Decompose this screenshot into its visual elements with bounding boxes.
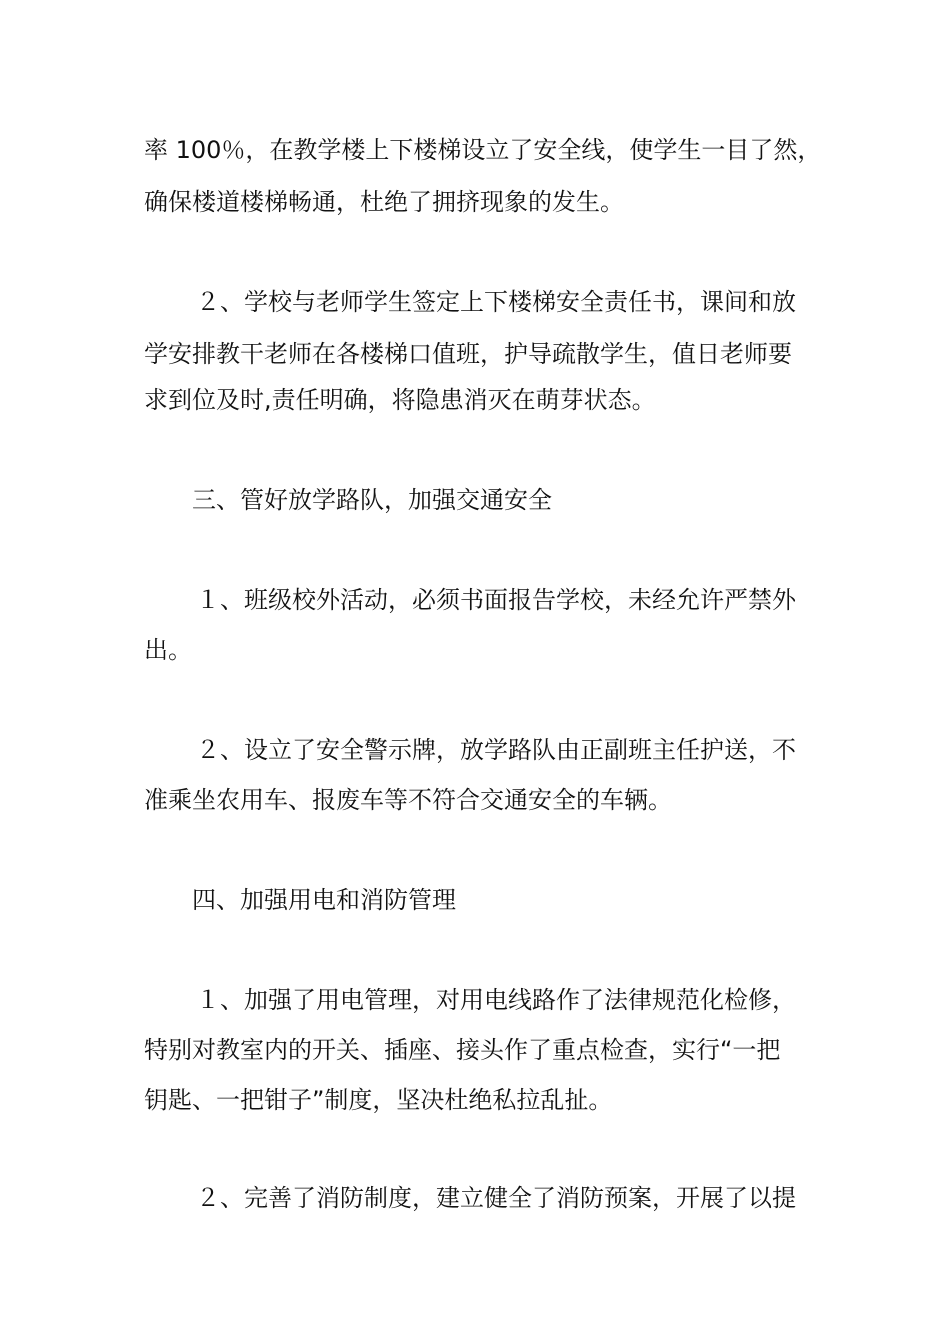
- text-line: 钥匙、一把钳子”制度，坚决杜绝私拉乱扯。: [144, 1086, 613, 1114]
- heading-line: 四、加强用电和消防管理: [192, 886, 456, 914]
- text-line: 确保楼道楼梯畅通，杜绝了拥挤现象的发生。: [144, 188, 624, 216]
- heading-line: 三、管好放学路队，加强交通安全: [192, 486, 552, 514]
- text-line: ２、学校与老师学生签定上下楼梯安全责任书，课间和放: [196, 288, 796, 316]
- text-line: 率 100％，在教学楼上下楼梯设立了安全线，使学生一目了然，: [144, 136, 822, 164]
- text-line: 学安排教干老师在各楼梯口值班，护导疏散学生，值日老师要: [144, 340, 792, 368]
- text-line: １、加强了用电管理，对用电线路作了法律规范化检修，: [196, 986, 796, 1014]
- text-line: １、班级校外活动，必须书面报告学校，未经允许严禁外: [196, 586, 796, 614]
- text-line: ２、完善了消防制度，建立健全了消防预案，开展了以提: [196, 1184, 796, 1212]
- text-line: 出。: [144, 636, 192, 664]
- text-line: 准乘坐农用车、报废车等不符合交通安全的车辆。: [144, 786, 672, 814]
- text-line: 求到位及时,责任明确，将隐患消灭在萌芽状态。: [144, 386, 656, 414]
- text-line: ２、设立了安全警示牌，放学路队由正副班主任护送，不: [196, 736, 796, 764]
- text-line: 特别对教室内的开关、插座、接头作了重点检查，实行“一把: [144, 1036, 781, 1064]
